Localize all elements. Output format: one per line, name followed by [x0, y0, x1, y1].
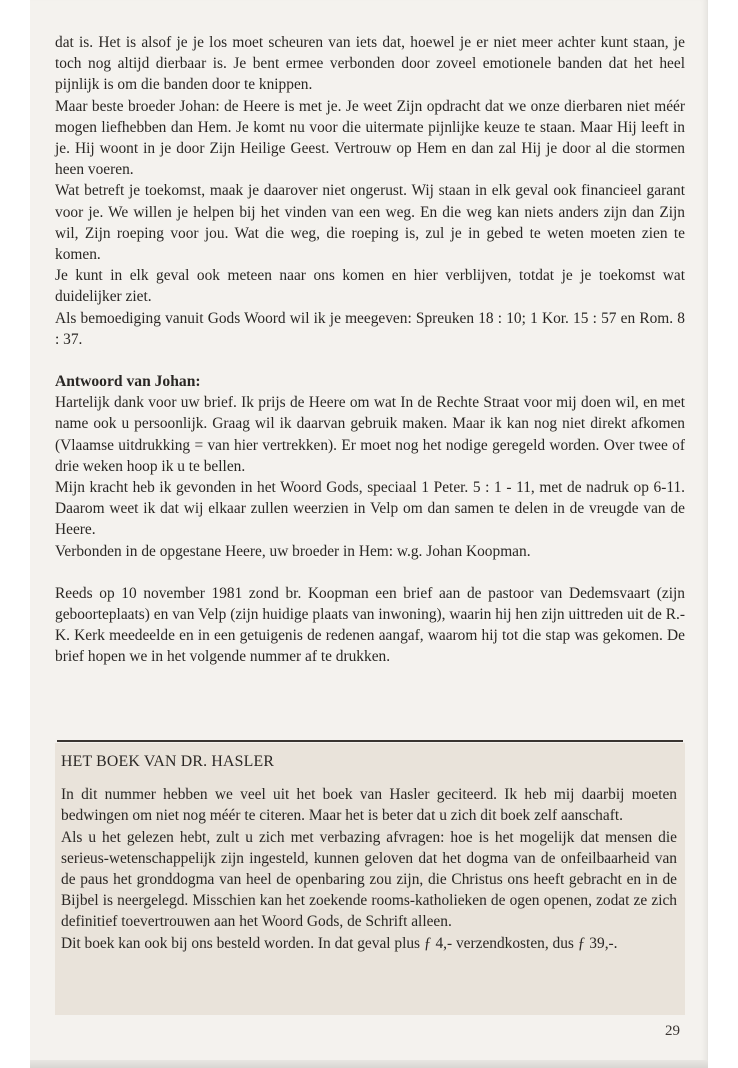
book-notice-paragraph: Dit boek kan ook bij ons besteld worden. In dat geval plus ƒ 4,- verzendkosten, dus ƒ 39,-. [61, 934, 618, 952]
book-notice-box [55, 743, 685, 1015]
page-edge [30, 1060, 708, 1068]
letter-paragraph: Als bemoediging vanuit Gods Woord wil ik je meegeven: Spreuken 18 : 10; 1 Kor. 15 : 57 en Rom. 8 : 37. [55, 309, 685, 348]
spacer [55, 562, 685, 583]
spacer [55, 350, 685, 371]
reply-paragraph: Verbonden in de opgestane Heere, uw broeder in Hem: w.g. Johan Koopman. [55, 542, 531, 560]
editorial-note: Reeds op 10 november 1981 zond br. Koopman een brief aan de pastoor van Dedemsvaart (zijn geboorteplaats) en van Velp (zijn huidige plaats van inwoning), waarin hij hen zijn uittreden uit de R.-K. Kerk meedeelde en in een getuigenis de redenen aangaf, waarom hij tot die stap was gekomen. De brief hopen we in het volgende nummer af te drukken. [55, 584, 685, 666]
letter-paragraph: Wat betreft je toekomst, maak je daarover niet ongerust. Wij staan in elk geval ook financieel garant voor je. We willen je helpen bij het vinden van een weg. En die weg kan niets anders zijn dan Zijn wil, Zijn roeping voor jou. Wat die weg, die roeping is, zul je in gebed te weten moeten zien te komen. [55, 182, 685, 264]
page-number: 29 [665, 1023, 680, 1039]
reply-paragraph: Hartelijk dank voor uw brief. Ik prijs de Heere om wat In de Rechte Straat voor mij doen wil, en met name ook u persoonlijk. Graag wil ik daarvan gebruik maken. Maar ik kan nog niet direkt afkomen (Vlaamse uitdrukking = van hier vertrekken). Er moet nog het nodige geregeld worden. Over twee of drie weken hoop ik u te bellen. [55, 394, 685, 475]
section-divider [57, 740, 683, 742]
letter-paragraph: Je kunt in elk geval ook meteen naar ons komen en hier verblijven, totdat je je toekomst wat duidelijker ziet. [55, 267, 685, 306]
book-notice-paragraph: In dit nummer hebben we veel uit het boek van Hasler geciteerd. Ik heb mij daarbij moeten bedwingen om niet nog méér te citeren. Maar het is beter dat u zich dit boek zelf aanschaft. [61, 786, 677, 825]
reply-paragraph: Mijn kracht heb ik gevonden in het Woord Gods, speciaal 1 Peter. 5 : 1 - 11, met de nadruk op 6-11. Daarom weet ik dat wij elkaar zullen weerzien in Velp om dan samen te delen in de vreugde van de Heere. [55, 479, 685, 539]
letter-paragraph: Maar beste broeder Johan: de Heere is met je. Je weet Zijn opdracht dat we onze dierbaren niet méér mogen liefhebben dan Hem. Je komt nu voor die uitermate pijnlijke keuze te staan. Maar Hij leeft in je. Hij woont in je door Zijn Heilige Geest. Vertrouw op Hem en dan zal Hij je door al die stormen heen voeren. [55, 97, 685, 179]
article-body [55, 32, 685, 668]
letter-paragraph: dat is. Het is alsof je je los moet scheuren van iets dat, hoewel je er niet meer achter kunt staan, je toch nog altijd dierbaar is. Je bent ermee verbonden door zoveel emotionele banden dat het heel pijnlijk is om die banden door te knippen. [55, 34, 685, 94]
book-notice-title: HET BOEK VAN DR. HASLER [61, 753, 275, 770]
page [30, 0, 708, 1068]
reply-heading: Antwoord van Johan: [55, 373, 201, 391]
book-notice-paragraph: Als u het gelezen hebt, zult u zich met verbazing afvragen: hoe is het mogelijk dat mensen die serieus-wetenschappelijk zijn ingesteld, kunnen geloven dat het dogma van de onfeilbaarheid van de paus het gronddogma van heel de openbaring zou zijn, die Christus ons heeft gebracht en in de Bijbel is neergelegd. Misschien kan het zoekende rooms-katholieken de ogen openen, zodat ze zich definitief toevertrouwen aan het Woord Gods, de Schrift alleen. [61, 828, 677, 931]
